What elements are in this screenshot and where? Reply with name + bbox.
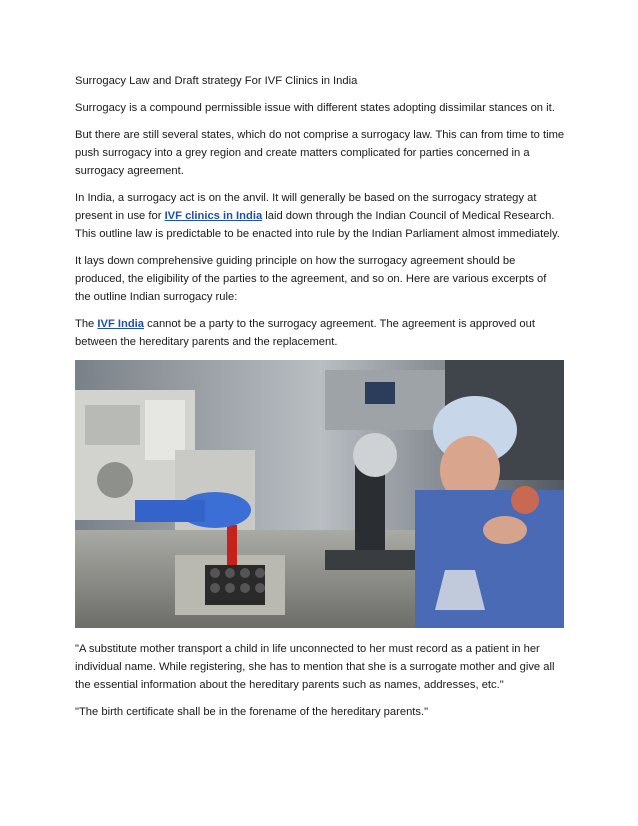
paragraph-5-text-b: cannot be a party to the surrogacy agreement. The agreement is approved out between the hereditary parents and the replacement. <box>75 318 535 348</box>
lab-photo-illustration <box>75 360 564 628</box>
paragraph-5 <box>75 315 565 351</box>
paragraph-3-text-b: laid down through the Indian Council of Medical Research. This outline law is predictable to be enacted into rule by the Indian Parliament almost immediately. <box>75 210 560 240</box>
document-page <box>75 72 565 730</box>
paragraph-3 <box>75 189 565 243</box>
quote-1: "A substitute mother transport a child in life unconnected to her must record as a patient in her individual name. While registering, she has to mention that she is a surrogate mother and give all the essential information about the hereditary parents such as names, addresses, etc." <box>75 643 555 691</box>
document-title: Surrogacy Law and Draft strategy For IVF Clinics in India <box>75 75 358 87</box>
paragraph-2: But there are still several states, which do not comprise a surrogacy law. This can from time to time push surrogacy into a grey region and create matters complicated for parties concerned in a surrogacy agreement. <box>75 129 565 177</box>
quote-2: "The birth certificate shall be in the forename of the hereditary parents." <box>75 706 429 718</box>
paragraph-5-text-a: The <box>75 318 98 330</box>
ivf-clinics-india-link[interactable]: IVF clinics in India <box>164 210 263 222</box>
paragraph-4: It lays down comprehensive guiding principle on how the surrogacy agreement should be produced, the eligibility of the parties to the agreement, and so on. Here are various excerpts of the outline Indian surrogacy rule: <box>75 255 547 303</box>
ivf-india-link[interactable]: IVF India <box>97 318 145 330</box>
lab-photo <box>75 360 564 628</box>
paragraph-1: Surrogacy is a compound permissible issue with different states adopting dissimilar stances on it. <box>75 102 555 114</box>
paragraph-3-text-a: In India, a surrogacy act is on the anvil. It will generally be based on the surrogacy strategy at present in use for <box>75 192 537 222</box>
